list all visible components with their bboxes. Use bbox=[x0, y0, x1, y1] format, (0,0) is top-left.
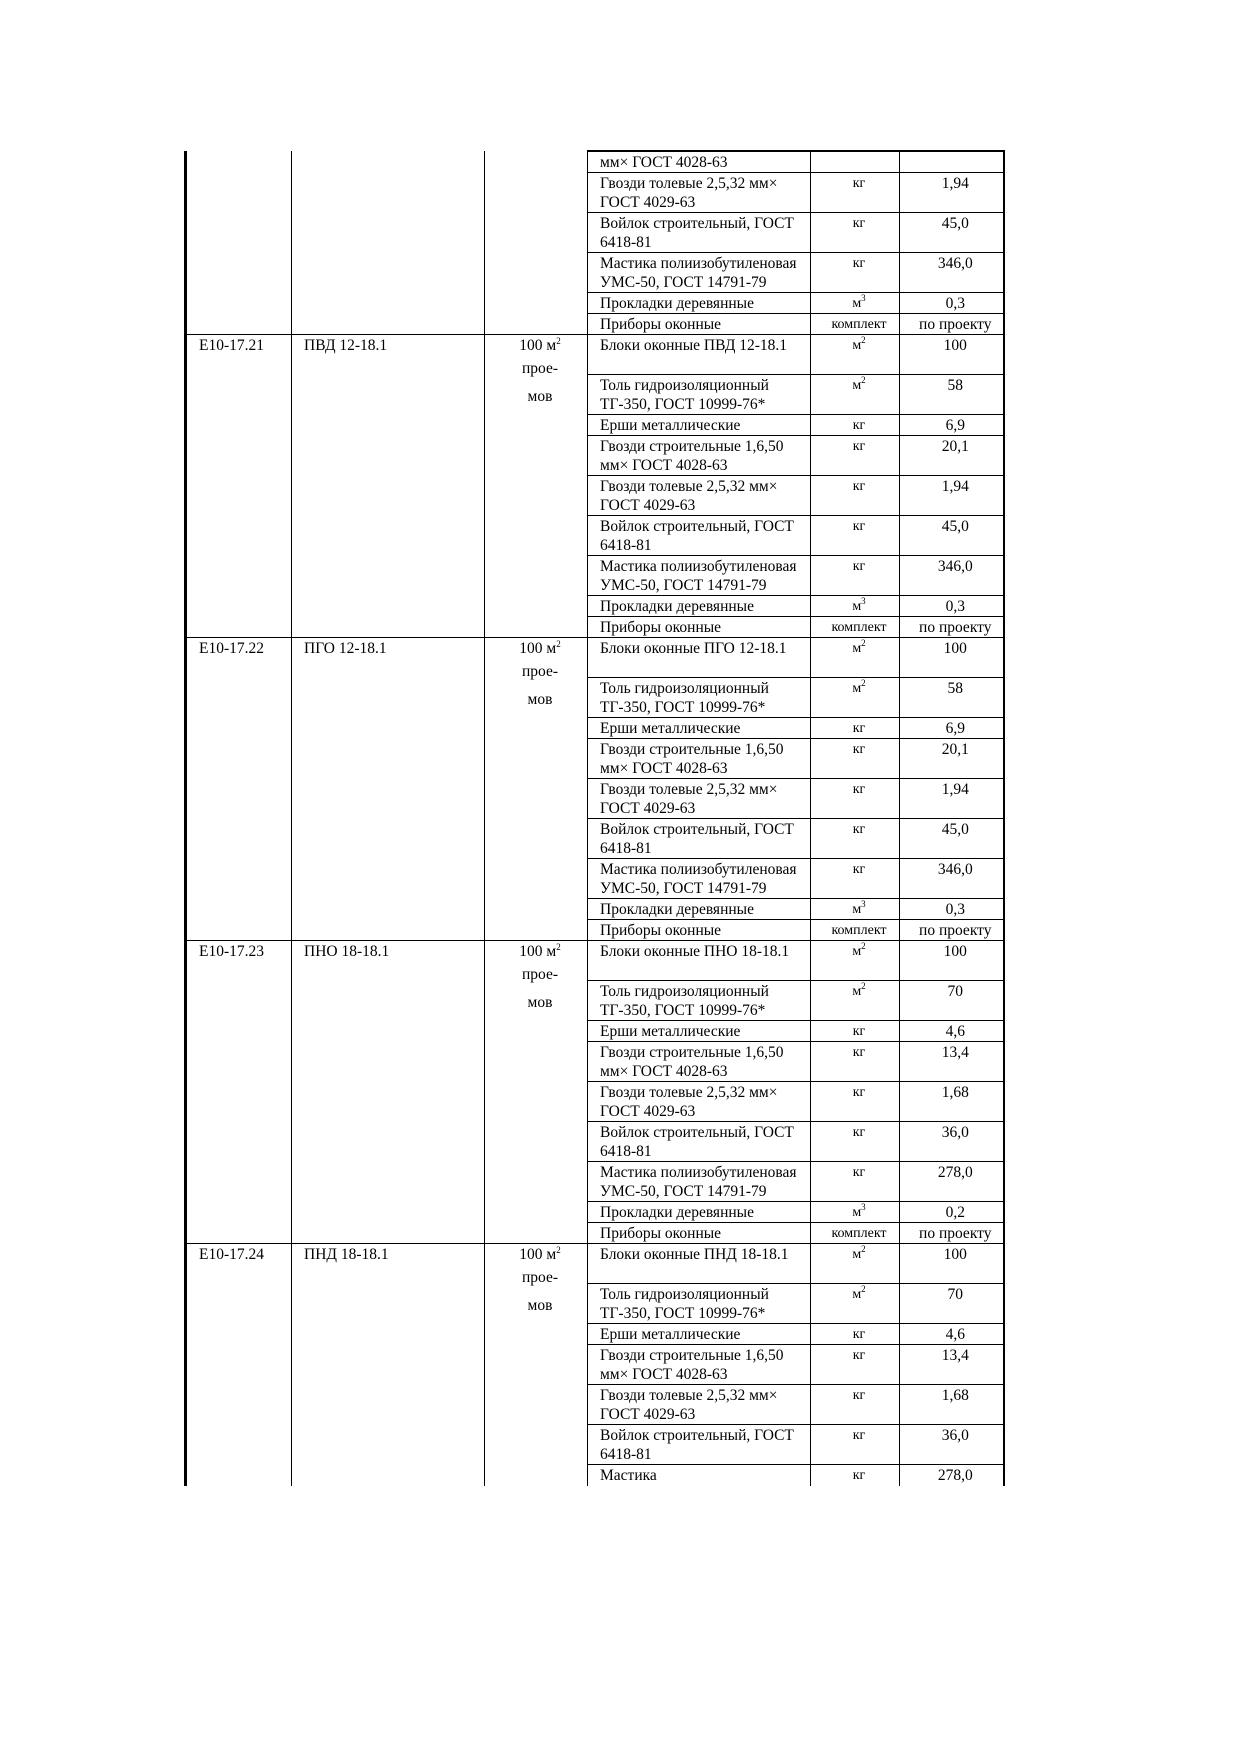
quantity-cell bbox=[900, 335, 1004, 375]
unit-text: кг bbox=[852, 559, 866, 574]
unit-exponent: 3 bbox=[861, 596, 866, 606]
material-cell bbox=[588, 1223, 811, 1244]
unit-text: кг bbox=[852, 1165, 866, 1180]
material-cell bbox=[588, 476, 811, 516]
material-name: Блоки оконные ПГО 12-18.1 bbox=[600, 640, 787, 657]
quantity-value: 6,9 bbox=[945, 417, 965, 434]
unit-text: м bbox=[852, 296, 862, 311]
quantity-value: 13,4 bbox=[941, 1044, 969, 1061]
material-cell bbox=[588, 1324, 811, 1345]
quantity-value: 70 bbox=[947, 983, 963, 1000]
material-name: Прокладки деревянные bbox=[600, 295, 754, 312]
unit-cell bbox=[811, 1202, 900, 1223]
item-name: ПНО 18-18.1 bbox=[304, 943, 390, 960]
material-name: Гвозди строительные 1,6,50 мм× ГОСТ 4028-63 bbox=[600, 1347, 784, 1383]
quantity-value: 100 bbox=[943, 640, 967, 657]
quantity-cell bbox=[900, 678, 1004, 718]
material-name: Толь гидроизоляционный ТГ-350, ГОСТ 10999-76* bbox=[600, 983, 769, 1019]
item-name: ПВД 12-18.1 bbox=[304, 337, 388, 354]
quantity-cell bbox=[900, 1202, 1004, 1223]
measure-cell bbox=[485, 151, 588, 335]
quantity-value: по проекту bbox=[919, 316, 992, 333]
measure-rest: прое- мов bbox=[521, 966, 559, 1011]
unit-text: комплект bbox=[831, 923, 887, 938]
item-code-cell bbox=[186, 335, 292, 638]
material-name: Приборы оконные bbox=[600, 316, 722, 333]
quantity-cell bbox=[900, 779, 1004, 819]
material-name: Толь гидроизоляционный ТГ-350, ГОСТ 10999-76* bbox=[600, 1286, 769, 1322]
quantity-cell bbox=[900, 314, 1004, 335]
material-name: Мастика bbox=[600, 1467, 657, 1484]
item-name-cell bbox=[292, 638, 485, 941]
unit-exponent: 2 bbox=[861, 375, 866, 385]
unit-text: кг bbox=[852, 256, 866, 271]
quantity-value: 0,3 bbox=[945, 901, 965, 918]
measure-exponent: 2 bbox=[556, 639, 561, 649]
quantity-cell bbox=[900, 1425, 1004, 1465]
unit-cell bbox=[811, 1042, 900, 1082]
unit-cell bbox=[811, 1082, 900, 1122]
unit-text: кг bbox=[852, 176, 866, 191]
quantity-cell bbox=[900, 718, 1004, 739]
material-cell bbox=[588, 718, 811, 739]
unit-cell bbox=[811, 335, 900, 375]
quantity-cell bbox=[900, 920, 1004, 941]
material-cell bbox=[588, 1021, 811, 1042]
unit-cell bbox=[811, 293, 900, 314]
item-name-cell bbox=[292, 335, 485, 638]
unit-text: кг bbox=[852, 479, 866, 494]
item-code: Е10-17.23 bbox=[199, 943, 265, 960]
material-cell bbox=[588, 596, 811, 617]
unit-cell bbox=[811, 1021, 900, 1042]
measure-amount-text: 100 м bbox=[519, 943, 557, 960]
unit-exponent: 2 bbox=[861, 678, 866, 688]
unit-cell bbox=[811, 516, 900, 556]
material-name: Приборы оконные bbox=[600, 619, 722, 636]
unit-cell bbox=[811, 436, 900, 476]
material-name: Гвозди строительные 1,6,50 мм× ГОСТ 4028-63 bbox=[600, 741, 784, 777]
name-cell bbox=[292, 151, 485, 335]
unit-cell bbox=[811, 476, 900, 516]
quantity-cell bbox=[900, 1082, 1004, 1122]
quantity-value: 346,0 bbox=[937, 861, 973, 878]
item-code: Е10-17.24 bbox=[199, 1246, 265, 1263]
measure-exponent: 2 bbox=[556, 1245, 561, 1255]
quantity-value: 100 bbox=[943, 943, 967, 960]
measure-amount bbox=[497, 1245, 583, 1264]
item-code-cell bbox=[186, 941, 292, 1244]
measure-cell bbox=[485, 638, 588, 941]
quantity-value: 1,68 bbox=[941, 1084, 969, 1101]
unit-text: м bbox=[852, 378, 862, 393]
material-name: Мастика полиизобутиленовая УМС-50, ГОСТ 14791-79 bbox=[600, 255, 797, 291]
quantity-cell bbox=[900, 1324, 1004, 1345]
measure-amount-text: 100 м bbox=[519, 640, 557, 657]
quantity-value: 1,94 bbox=[941, 781, 969, 798]
material-name: Войлок строительный, ГОСТ 6418-81 bbox=[600, 215, 794, 251]
unit-text: кг bbox=[852, 721, 866, 736]
material-cell bbox=[588, 436, 811, 476]
quantity-cell bbox=[900, 1162, 1004, 1202]
unit-cell bbox=[811, 1122, 900, 1162]
material-cell bbox=[588, 859, 811, 899]
unit-text: м bbox=[852, 681, 862, 696]
quantity-value: 36,0 bbox=[941, 1124, 969, 1141]
material-cell bbox=[588, 314, 811, 335]
measure-rest: прое- мов bbox=[521, 360, 559, 405]
quantity-value: 100 bbox=[943, 337, 967, 354]
quantity-cell bbox=[900, 638, 1004, 678]
quantity-value: 100 bbox=[943, 1246, 967, 1263]
unit-cell bbox=[811, 1345, 900, 1385]
unit-cell bbox=[811, 556, 900, 596]
material-name: Гвозди толевые 2,5,32 мм× ГОСТ 4029-63 bbox=[600, 781, 778, 817]
unit-cell bbox=[811, 213, 900, 253]
material-name: Гвозди толевые 2,5,32 мм× ГОСТ 4029-63 bbox=[600, 175, 778, 211]
unit-cell bbox=[811, 638, 900, 678]
unit-text: кг bbox=[852, 519, 866, 534]
quantity-cell bbox=[900, 1021, 1004, 1042]
item-code: Е10-17.21 bbox=[199, 337, 265, 354]
material-cell bbox=[588, 819, 811, 859]
quantity-cell bbox=[900, 375, 1004, 415]
quantity-value: 45,0 bbox=[941, 215, 969, 232]
quantity-cell bbox=[900, 941, 1004, 981]
quantity-value: 4,6 bbox=[945, 1023, 965, 1040]
unit-text: комплект bbox=[831, 620, 887, 635]
unit-cell bbox=[811, 859, 900, 899]
material-name: Блоки оконные ПНО 18-18.1 bbox=[600, 943, 790, 960]
unit-cell bbox=[811, 415, 900, 436]
unit-cell bbox=[811, 596, 900, 617]
item-code: Е10-17.22 bbox=[199, 640, 265, 657]
quantity-cell bbox=[900, 415, 1004, 436]
measure-amount-text: 100 м bbox=[519, 1246, 557, 1263]
material-name: Мастика полиизобутиленовая УМС-50, ГОСТ 14791-79 bbox=[600, 558, 797, 594]
quantity-cell bbox=[900, 1345, 1004, 1385]
unit-cell bbox=[811, 739, 900, 779]
material-name: Блоки оконные ПВД 12-18.1 bbox=[600, 337, 788, 354]
quantity-cell bbox=[900, 1042, 1004, 1082]
quantity-cell bbox=[900, 1122, 1004, 1162]
quantity-value: 45,0 bbox=[941, 821, 969, 838]
quantity-cell bbox=[900, 173, 1004, 213]
unit-text: м bbox=[852, 902, 862, 917]
quantity-value: 278,0 bbox=[937, 1467, 973, 1484]
unit-cell bbox=[811, 779, 900, 819]
material-cell bbox=[588, 213, 811, 253]
material-cell bbox=[588, 678, 811, 718]
material-cell bbox=[588, 375, 811, 415]
materials-norms-table bbox=[184, 150, 1005, 1486]
material-cell bbox=[588, 899, 811, 920]
item-code-cell bbox=[186, 1244, 292, 1486]
material-name: Приборы оконные bbox=[600, 922, 722, 939]
unit-exponent: 3 bbox=[861, 293, 866, 303]
material-name: Толь гидроизоляционный ТГ-350, ГОСТ 10999-76* bbox=[600, 377, 769, 413]
quantity-cell bbox=[900, 556, 1004, 596]
material-name: Войлок строительный, ГОСТ 6418-81 bbox=[600, 518, 794, 554]
measure-cell bbox=[485, 1244, 588, 1486]
material-name: Приборы оконные bbox=[600, 1225, 722, 1242]
material-cell bbox=[588, 638, 811, 678]
material-cell bbox=[588, 981, 811, 1021]
material-name: Ерши металлические bbox=[600, 720, 741, 737]
quantity-value: по проекту bbox=[919, 1225, 992, 1242]
unit-text: кг bbox=[852, 1024, 866, 1039]
material-cell bbox=[588, 1465, 811, 1486]
unit-cell bbox=[811, 617, 900, 638]
material-cell bbox=[588, 779, 811, 819]
quantity-value: 0,3 bbox=[945, 295, 965, 312]
unit-text: м bbox=[852, 641, 862, 656]
unit-text: кг bbox=[852, 782, 866, 797]
measure-cell bbox=[485, 335, 588, 638]
table-row bbox=[186, 151, 1004, 173]
unit-text: кг bbox=[852, 216, 866, 231]
material-name: Гвозди строительные 1,6,50 мм× ГОСТ 4028-63 bbox=[600, 438, 784, 474]
quantity-value: по проекту bbox=[919, 922, 992, 939]
unit-text: кг bbox=[852, 1388, 866, 1403]
unit-text: м bbox=[852, 984, 862, 999]
quantity-cell bbox=[900, 293, 1004, 314]
material-name: Войлок строительный, ГОСТ 6418-81 bbox=[600, 821, 794, 857]
unit-cell bbox=[811, 1223, 900, 1244]
quantity-value: 0,3 bbox=[945, 598, 965, 615]
unit-text: кг bbox=[852, 862, 866, 877]
quantity-cell bbox=[900, 476, 1004, 516]
material-cell bbox=[588, 1082, 811, 1122]
unit-text: м bbox=[852, 944, 862, 959]
material-name: Гвозди строительные 1,6,50 мм× ГОСТ 4028-63 bbox=[600, 1044, 784, 1080]
unit-text: кг bbox=[852, 1348, 866, 1363]
quantity-cell bbox=[900, 1223, 1004, 1244]
quantity-cell bbox=[900, 253, 1004, 293]
unit-cell bbox=[811, 314, 900, 335]
material-cell bbox=[588, 253, 811, 293]
unit-text: кг bbox=[852, 418, 866, 433]
quantity-value: 1,94 bbox=[941, 175, 969, 192]
unit-cell bbox=[811, 1465, 900, 1486]
unit-cell bbox=[811, 1385, 900, 1425]
unit-text: комплект bbox=[831, 1226, 887, 1241]
material-cell bbox=[588, 1345, 811, 1385]
unit-exponent: 2 bbox=[861, 1284, 866, 1294]
unit-text: кг bbox=[852, 1125, 866, 1140]
unit-cell bbox=[811, 173, 900, 213]
table-row bbox=[186, 941, 1004, 981]
quantity-cell bbox=[900, 1244, 1004, 1284]
item-name-cell bbox=[292, 1244, 485, 1486]
material-cell bbox=[588, 151, 811, 173]
unit-cell bbox=[811, 1244, 900, 1284]
quantity-cell bbox=[900, 436, 1004, 476]
material-cell bbox=[588, 1162, 811, 1202]
measure-rest: прое- мов bbox=[521, 1269, 559, 1314]
material-cell bbox=[588, 415, 811, 436]
material-name: Гвозди толевые 2,5,32 мм× ГОСТ 4029-63 bbox=[600, 478, 778, 514]
material-cell bbox=[588, 941, 811, 981]
material-name: Прокладки деревянные bbox=[600, 1204, 754, 1221]
material-cell bbox=[588, 173, 811, 213]
material-name: Блоки оконные ПНД 18-18.1 bbox=[600, 1246, 789, 1263]
unit-text: м bbox=[852, 1205, 862, 1220]
unit-cell bbox=[811, 899, 900, 920]
unit-exponent: 2 bbox=[861, 941, 866, 951]
material-name: Войлок строительный, ГОСТ 6418-81 bbox=[600, 1427, 794, 1463]
unit-text: кг bbox=[852, 1085, 866, 1100]
quantity-cell bbox=[900, 516, 1004, 556]
material-name: Прокладки деревянные bbox=[600, 598, 754, 615]
unit-text: комплект bbox=[831, 317, 887, 332]
unit-text: кг bbox=[852, 1045, 866, 1060]
unit-exponent: 2 bbox=[861, 1244, 866, 1254]
quantity-cell bbox=[900, 213, 1004, 253]
table-row bbox=[186, 1244, 1004, 1284]
quantity-value: 1,68 bbox=[941, 1387, 969, 1404]
quantity-value: 0,2 bbox=[945, 1204, 965, 1221]
material-cell bbox=[588, 920, 811, 941]
quantity-cell bbox=[900, 1385, 1004, 1425]
quantity-value: 278,0 bbox=[937, 1164, 973, 1181]
measure-amount bbox=[497, 336, 583, 355]
material-name: Ерши металлические bbox=[600, 1326, 741, 1343]
quantity-cell bbox=[900, 596, 1004, 617]
unit-cell bbox=[811, 718, 900, 739]
unit-cell bbox=[811, 375, 900, 415]
table-body bbox=[186, 151, 1004, 1486]
quantity-cell bbox=[900, 739, 1004, 779]
quantity-cell bbox=[900, 151, 1004, 173]
unit-cell bbox=[811, 920, 900, 941]
unit-text: кг bbox=[852, 822, 866, 837]
unit-text: м bbox=[852, 338, 862, 353]
material-cell bbox=[588, 1284, 811, 1324]
unit-cell bbox=[811, 1162, 900, 1202]
material-cell bbox=[588, 1244, 811, 1284]
material-name: Мастика полиизобутиленовая УМС-50, ГОСТ 14791-79 bbox=[600, 1164, 797, 1200]
quantity-cell bbox=[900, 819, 1004, 859]
unit-cell bbox=[811, 819, 900, 859]
material-name: Войлок строительный, ГОСТ 6418-81 bbox=[600, 1124, 794, 1160]
quantity-cell bbox=[900, 1465, 1004, 1486]
material-name: мм× ГОСТ 4028-63 bbox=[600, 154, 728, 171]
unit-cell bbox=[811, 1284, 900, 1324]
item-code-cell bbox=[186, 638, 292, 941]
quantity-cell bbox=[900, 1284, 1004, 1324]
material-cell bbox=[588, 1042, 811, 1082]
material-name: Гвозди толевые 2,5,32 мм× ГОСТ 4029-63 bbox=[600, 1387, 778, 1423]
material-cell bbox=[588, 617, 811, 638]
material-name: Ерши металлические bbox=[600, 417, 741, 434]
quantity-value: 58 bbox=[947, 377, 963, 394]
material-cell bbox=[588, 516, 811, 556]
unit-text: кг bbox=[852, 1327, 866, 1342]
unit-cell bbox=[811, 1425, 900, 1465]
measure-amount-text: 100 м bbox=[519, 337, 557, 354]
quantity-value: 4,6 bbox=[945, 1326, 965, 1343]
unit-text: кг bbox=[852, 1468, 866, 1483]
unit-text: кг bbox=[852, 742, 866, 757]
unit-cell bbox=[811, 941, 900, 981]
measure-rest: прое- мов bbox=[521, 663, 559, 708]
unit-exponent: 2 bbox=[861, 638, 866, 648]
quantity-value: 70 bbox=[947, 1286, 963, 1303]
measure-amount bbox=[497, 942, 583, 961]
unit-cell bbox=[811, 151, 900, 173]
quantity-cell bbox=[900, 617, 1004, 638]
item-name: ПНД 18-18.1 bbox=[304, 1246, 389, 1263]
unit-cell bbox=[811, 981, 900, 1021]
code-cell bbox=[186, 151, 292, 335]
material-cell bbox=[588, 1425, 811, 1465]
quantity-value: 346,0 bbox=[937, 255, 973, 272]
unit-text: кг bbox=[852, 439, 866, 454]
material-cell bbox=[588, 1122, 811, 1162]
unit-text: кг bbox=[852, 1428, 866, 1443]
unit-exponent: 2 bbox=[861, 981, 866, 991]
measure-amount bbox=[497, 639, 583, 658]
unit-text: м bbox=[852, 1247, 862, 1262]
unit-text: м bbox=[852, 1287, 862, 1302]
material-cell bbox=[588, 335, 811, 375]
material-name: Гвозди толевые 2,5,32 мм× ГОСТ 4029-63 bbox=[600, 1084, 778, 1120]
material-name: Мастика полиизобутиленовая УМС-50, ГОСТ 14791-79 bbox=[600, 861, 797, 897]
table-row bbox=[186, 335, 1004, 375]
norms-table-page bbox=[184, 150, 1005, 1486]
material-name: Прокладки деревянные bbox=[600, 901, 754, 918]
measure-cell bbox=[485, 941, 588, 1244]
quantity-value: 346,0 bbox=[937, 558, 973, 575]
quantity-value: 36,0 bbox=[941, 1427, 969, 1444]
material-cell bbox=[588, 293, 811, 314]
unit-cell bbox=[811, 678, 900, 718]
quantity-cell bbox=[900, 899, 1004, 920]
quantity-value: 20,1 bbox=[941, 438, 969, 455]
material-cell bbox=[588, 739, 811, 779]
unit-exponent: 3 bbox=[861, 899, 866, 909]
unit-cell bbox=[811, 1324, 900, 1345]
material-cell bbox=[588, 1202, 811, 1223]
quantity-cell bbox=[900, 859, 1004, 899]
material-cell bbox=[588, 556, 811, 596]
material-name: Ерши металлические bbox=[600, 1023, 741, 1040]
material-cell bbox=[588, 1385, 811, 1425]
unit-exponent: 2 bbox=[861, 335, 866, 345]
unit-text: м bbox=[852, 599, 862, 614]
material-name: Толь гидроизоляционный ТГ-350, ГОСТ 10999-76* bbox=[600, 680, 769, 716]
table-row bbox=[186, 638, 1004, 678]
unit-exponent: 3 bbox=[861, 1202, 866, 1212]
quantity-value: 45,0 bbox=[941, 518, 969, 535]
quantity-value: 20,1 bbox=[941, 741, 969, 758]
item-name-cell bbox=[292, 941, 485, 1244]
measure-exponent: 2 bbox=[556, 942, 561, 952]
quantity-value: 58 bbox=[947, 680, 963, 697]
unit-cell bbox=[811, 253, 900, 293]
quantity-value: 1,94 bbox=[941, 478, 969, 495]
quantity-value: 13,4 bbox=[941, 1347, 969, 1364]
quantity-value: по проекту bbox=[919, 619, 992, 636]
measure-exponent: 2 bbox=[556, 336, 561, 346]
item-name: ПГО 12-18.1 bbox=[304, 640, 387, 657]
quantity-cell bbox=[900, 981, 1004, 1021]
quantity-value: 6,9 bbox=[945, 720, 965, 737]
